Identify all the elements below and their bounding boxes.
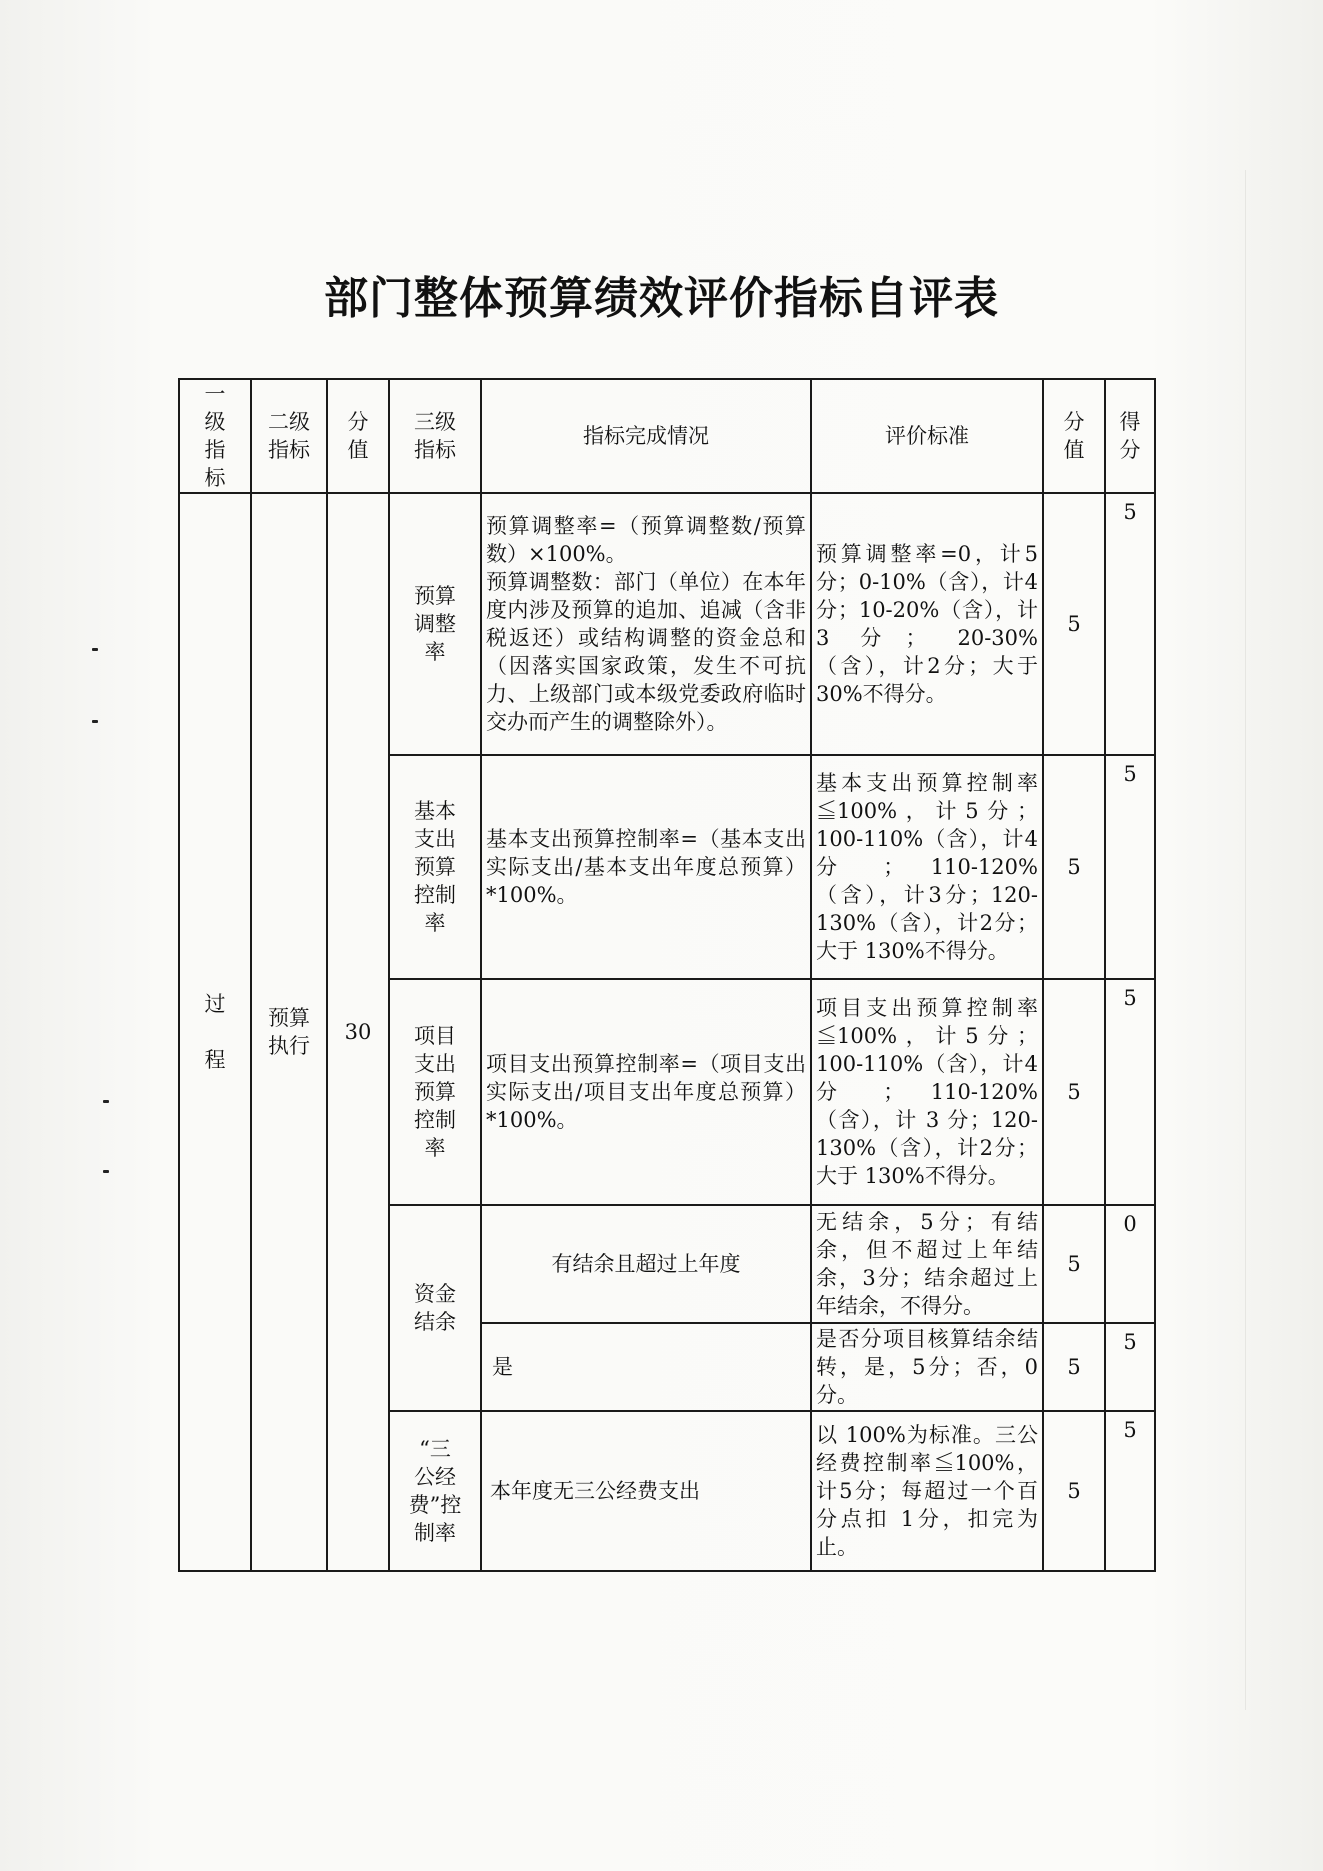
level1-cell: 过 程	[179, 493, 251, 1571]
completion-cell: 预算调整率=（预算调整数/预算数）×100%。 预算调整数：部门（单位）在本年度内涉及预算的追加、追减（含非税返还）或结构调整的资金总和（因落实国家政策，发生不可抗力、上级部门或本级党委政府临时交办而产生的调整除外）。	[481, 493, 811, 755]
points-cell: 5	[1105, 1411, 1155, 1571]
level3-cell: 基本 支出 预算 控制 率	[389, 755, 481, 979]
margin-mark	[103, 1100, 109, 1103]
header-completion: 指标完成情况	[481, 379, 811, 493]
standard-cell: 是否分项目核算结余结转，是，5分；否，0分。	[811, 1323, 1043, 1411]
level3-cell: “三 公经 费”控 制率	[389, 1411, 481, 1571]
header-level2: 二级 指标	[251, 379, 327, 493]
level3-cell: 资金 结余	[389, 1205, 481, 1411]
header-level1: 一 级 指 标	[179, 379, 251, 493]
scan-edge	[1245, 170, 1246, 1710]
standard-cell: 无结余，5分；有结余，但不超过上年结余，3分；结余超过上年结余，不得分。	[811, 1205, 1043, 1323]
score-cell: 5	[1043, 1205, 1105, 1323]
evaluation-table	[178, 378, 1156, 1572]
score-cell: 5	[1043, 1411, 1105, 1571]
header-score2: 分 值	[1043, 379, 1105, 493]
points-cell: 5	[1105, 755, 1155, 979]
score-cell: 5	[1043, 493, 1105, 755]
margin-mark	[92, 648, 98, 651]
points-cell: 5	[1105, 979, 1155, 1205]
header-row	[179, 379, 1155, 493]
header-level3: 三级 指标	[389, 379, 481, 493]
completion-cell: 项目支出预算控制率=（项目支出实际支出/项目支出年度总预算）*100%。	[481, 979, 811, 1205]
points-cell: 5	[1105, 1323, 1155, 1411]
completion-cell: 是	[481, 1323, 811, 1411]
standard-cell: 预算调整率=0，计5分；0-10%（含），计4分；10-20%（含），计 3 分； 20-30%（含），计2分；大于30%不得分。	[811, 493, 1043, 755]
group-score-cell: 30	[327, 493, 389, 1571]
margin-mark	[103, 1170, 109, 1173]
standard-cell: 项目支出预算控制率≦100%，计5分；100-110%（含），计4 分 ； 110-120%（含），计 3 分；120-130%（含），计2分；大于 130%不得分。	[811, 979, 1043, 1205]
standard-cell: 以 100%为标准。三公经费控制率≦100%，计5分；每超过一个百分点扣 1分，扣完为止。	[811, 1411, 1043, 1571]
table-row	[179, 493, 1155, 755]
page-title: 部门整体预算绩效评价指标自评表	[324, 273, 999, 324]
header-score: 分 值	[327, 379, 389, 493]
points-cell: 0	[1105, 1205, 1155, 1323]
header-points: 得 分	[1105, 379, 1155, 493]
level2-cell: 预算 执行	[251, 493, 327, 1571]
score-cell: 5	[1043, 979, 1105, 1205]
completion-cell: 基本支出预算控制率=（基本支出实际支出/基本支出年度总预算）*100%。	[481, 755, 811, 979]
score-cell: 5	[1043, 755, 1105, 979]
standard-cell: 基本支出预算控制率≦100%，计5分；100-110%（含），计4 分 ； 110-120%（含），计3分；120-130%（含），计2分；大于 130%不得分。	[811, 755, 1043, 979]
completion-cell: 本年度无三公经费支出	[481, 1411, 811, 1571]
score-cell: 5	[1043, 1323, 1105, 1411]
level3-cell: 预算 调整 率	[389, 493, 481, 755]
level3-cell: 项目 支出 预算 控制 率	[389, 979, 481, 1205]
header-standard: 评价标准	[811, 379, 1043, 493]
points-cell: 5	[1105, 493, 1155, 755]
margin-mark	[92, 720, 98, 723]
completion-cell: 有结余且超过上年度	[481, 1205, 811, 1323]
